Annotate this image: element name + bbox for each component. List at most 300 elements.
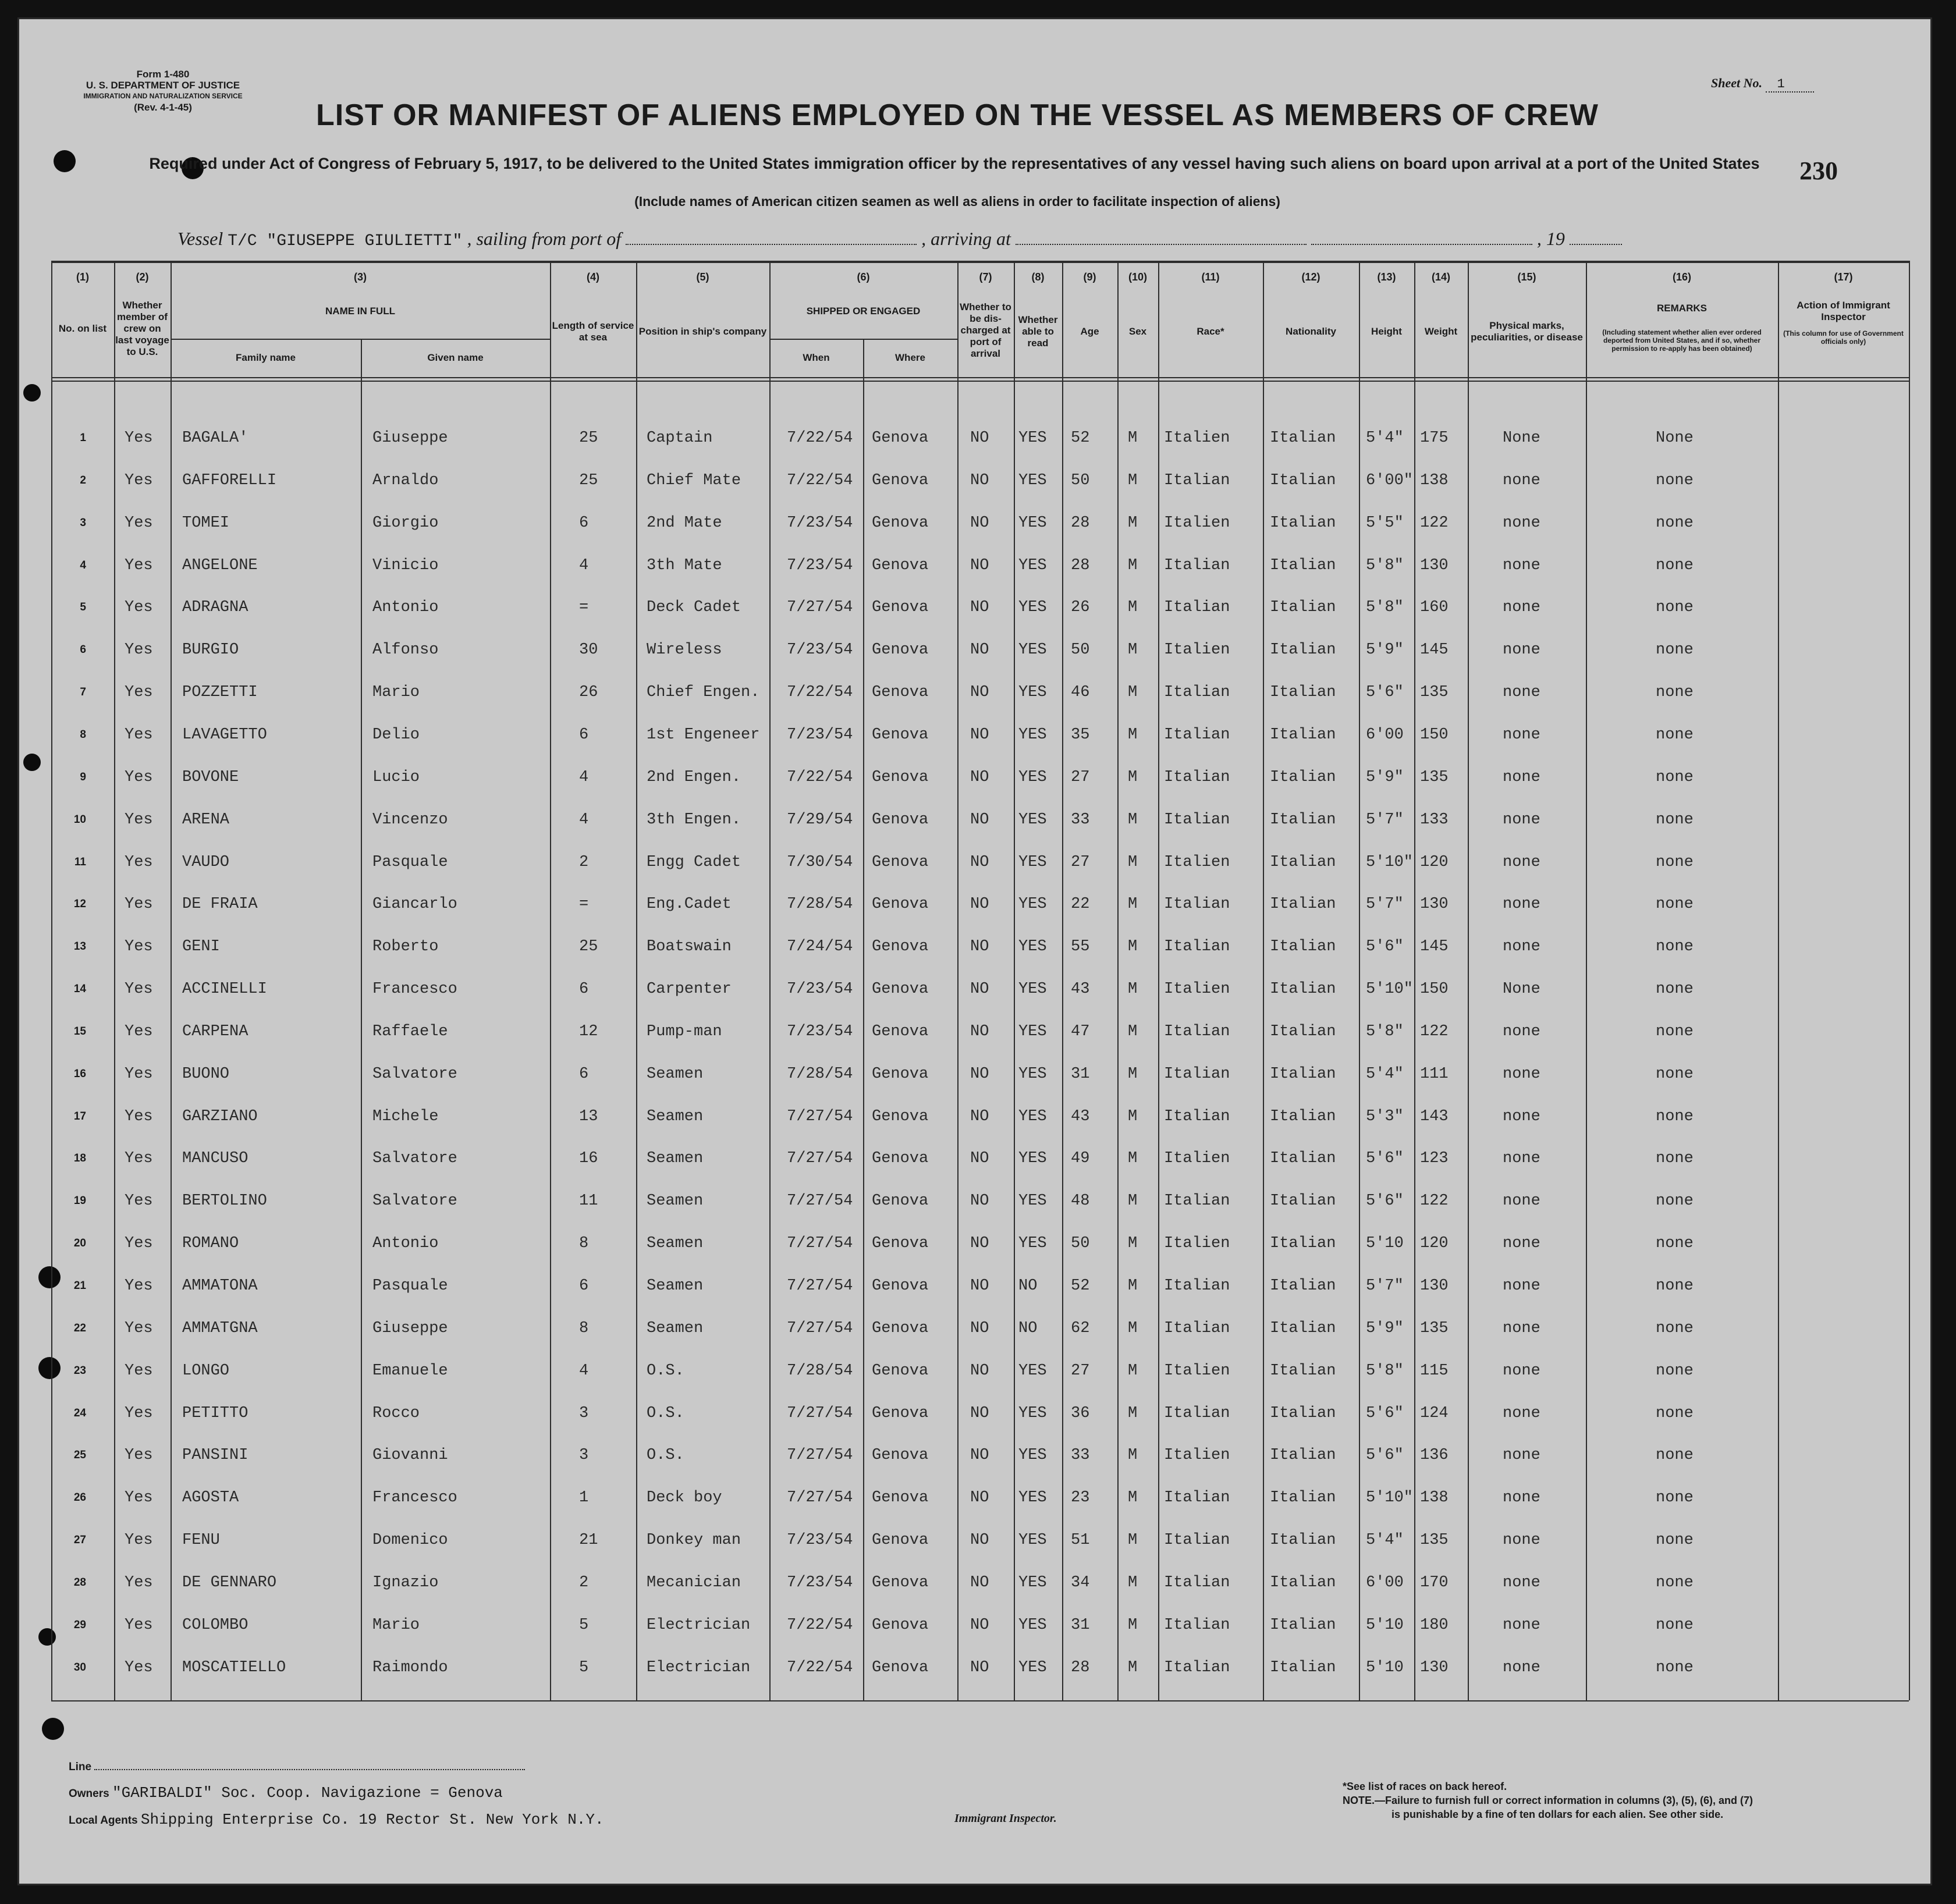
cell-remarks: none [1656, 1574, 1694, 1592]
cell-height: 6'00 [1366, 726, 1404, 744]
cell-when: 7/27/54 [787, 1489, 853, 1507]
cell-family: BAGALA' [182, 429, 249, 447]
row-number: 5 [80, 601, 86, 613]
cell-service: 8 [579, 1235, 589, 1252]
cell-member: Yes [125, 1235, 153, 1252]
cell-read: YES [1018, 1108, 1047, 1125]
page-title: LIST OR MANIFEST OF ALIENS EMPLOYED ON THE VESSEL AS MEMBERS OF CREW [316, 98, 1599, 132]
cell-weight: 135 [1420, 1532, 1449, 1549]
cell-service: 12 [579, 1023, 598, 1040]
cell-nationality: Italian [1270, 1108, 1336, 1125]
cell-given: Ignazio [372, 1574, 439, 1592]
cell-service: = [579, 896, 589, 913]
cell-height: 5'10 [1366, 1235, 1404, 1252]
cell-discharged: NO [970, 769, 989, 786]
column-number: (8) [1031, 271, 1045, 283]
cell-age: 52 [1071, 429, 1090, 447]
cell-read: YES [1018, 811, 1047, 829]
cell-given: Emanuele [372, 1362, 448, 1380]
cell-read: YES [1018, 684, 1047, 701]
cell-member: Yes [125, 1574, 153, 1592]
cell-remarks: none [1656, 1659, 1694, 1676]
column-number: (12) [1301, 271, 1320, 283]
cell-age: 31 [1071, 1617, 1090, 1634]
cell-sex: M [1128, 1150, 1138, 1167]
cell-remarks: none [1656, 1447, 1694, 1464]
cell-family: COLOMBO [182, 1617, 249, 1634]
column-rule [1414, 261, 1415, 1700]
column-rule [171, 261, 172, 1700]
column-number: (11) [1201, 271, 1220, 283]
cell-sex: M [1128, 981, 1138, 998]
cell-race: Italien [1164, 1447, 1230, 1464]
cell-discharged: NO [970, 684, 989, 701]
cell-when: 7/30/54 [787, 854, 853, 871]
table-top-rule [51, 261, 1909, 263]
cell-when: 7/28/54 [787, 1065, 853, 1083]
header-read-text: Whether able to read [1018, 314, 1058, 349]
cell-remarks: none [1656, 1150, 1694, 1167]
punch-hole-icon [23, 754, 41, 771]
cell-nationality: Italian [1270, 1192, 1336, 1210]
cell-discharged: NO [970, 1023, 989, 1040]
cell-height: 5'9" [1366, 641, 1404, 659]
cell-physical: none [1503, 1150, 1540, 1167]
cell-race: Italien [1164, 514, 1230, 532]
cell-service: 3 [579, 1447, 589, 1464]
cell-remarks: None [1656, 429, 1694, 447]
cell-when: 7/23/54 [787, 981, 853, 998]
cell-discharged: NO [970, 599, 989, 616]
cell-where: Genova [872, 938, 929, 955]
cell-given: Giuseppe [372, 1320, 448, 1337]
cell-physical: none [1503, 1065, 1540, 1083]
cell-remarks: none [1656, 1108, 1694, 1125]
statutory-text: Required under Act of Congress of February 5, 1917, to be delivered to the United States immigration officer by the representatives of any vessel having such aliens on board upon arrival at a port of the United States [149, 155, 1760, 172]
vessel-line [178, 228, 1622, 250]
cell-sex: M [1128, 1235, 1138, 1252]
cell-sex: M [1128, 1574, 1138, 1592]
cell-age: 28 [1071, 514, 1090, 532]
cell-weight: 122 [1420, 514, 1449, 532]
cell-service: 1 [579, 1489, 589, 1507]
column-rule [361, 339, 362, 1700]
row-number: 1 [80, 432, 86, 444]
cell-nationality: Italian [1270, 938, 1336, 955]
cell-family: BUONO [182, 1065, 230, 1083]
cell-given: Rocco [372, 1405, 420, 1422]
cell-race: Italian [1164, 557, 1230, 574]
cell-when: 7/23/54 [787, 641, 853, 659]
cell-family: DE GENNARO [182, 1574, 277, 1592]
cell-remarks: none [1656, 641, 1694, 659]
cell-weight: 136 [1420, 1447, 1449, 1464]
cell-race: Italian [1164, 1617, 1230, 1634]
cell-age: 31 [1071, 1065, 1090, 1083]
cell-given: Lucio [372, 769, 420, 786]
agents-value: Shipping Enterprise Co. 19 Rector St. New York N.Y. [140, 1811, 604, 1828]
cell-physical: none [1503, 1659, 1540, 1676]
cell-weight: 122 [1420, 1192, 1449, 1210]
cell-where: Genova [872, 599, 929, 616]
cell-age: 28 [1071, 1659, 1090, 1676]
sheet-number [1711, 76, 1814, 91]
header-shipped-text: SHIPPED OR ENGAGED [806, 306, 921, 317]
cell-member: Yes [125, 1065, 153, 1083]
cell-position: Seamen [647, 1065, 704, 1083]
cell-physical: none [1503, 1447, 1540, 1464]
cell-remarks: none [1656, 684, 1694, 701]
cell-service: 5 [579, 1659, 589, 1676]
cell-family: BOVONE [182, 769, 239, 786]
cell-when: 7/22/54 [787, 769, 853, 786]
cell-family: ACCINELLI [182, 981, 267, 998]
cell-family: GENI [182, 938, 220, 955]
cell-where: Genova [872, 557, 929, 574]
cell-remarks: none [1656, 1235, 1694, 1252]
cell-given: Alfonso [372, 641, 439, 659]
header-weight-text: Weight [1424, 326, 1458, 337]
header-given-name [362, 343, 549, 372]
header-name-in-full-text: NAME IN FULL [325, 306, 395, 317]
arriving-label: , arriving at [921, 228, 1011, 249]
cell-read: YES [1018, 981, 1047, 998]
cell-position: Seamen [647, 1277, 704, 1295]
row-number: 6 [80, 644, 86, 656]
cell-age: 52 [1071, 1277, 1090, 1295]
cell-member: Yes [125, 811, 153, 829]
cell-height: 5'4" [1366, 1532, 1404, 1549]
cell-given: Vinicio [372, 557, 439, 574]
cell-service: 21 [579, 1532, 598, 1549]
cell-physical: none [1503, 1108, 1540, 1125]
cell-read: YES [1018, 599, 1047, 616]
cell-nationality: Italian [1270, 1489, 1336, 1507]
header-read [1015, 297, 1061, 367]
cell-family: PANSINI [182, 1447, 249, 1464]
cell-member: Yes [125, 1532, 153, 1549]
cell-weight: 135 [1420, 769, 1449, 786]
cell-weight: 130 [1420, 1277, 1449, 1295]
date-blank [1311, 231, 1532, 245]
cell-remarks: none [1656, 981, 1694, 998]
cell-sex: M [1128, 1362, 1138, 1380]
cell-weight: 115 [1420, 1362, 1449, 1380]
cell-where: Genova [872, 1023, 929, 1040]
row-number: 11 [74, 856, 86, 868]
cell-when: 7/27/54 [787, 1192, 853, 1210]
cell-nationality: Italian [1270, 1065, 1336, 1083]
cell-discharged: NO [970, 1277, 989, 1295]
header-member-text: Whether member of crew on last voyage to U.S. [115, 300, 169, 357]
cell-physical: none [1503, 1532, 1540, 1549]
cell-weight: 120 [1420, 1235, 1449, 1252]
cell-sex: M [1128, 1320, 1138, 1337]
cell-family: MOSCATIELLO [182, 1659, 286, 1676]
races-note: *See list of races on back hereof. [1343, 1781, 1507, 1792]
cell-given: Raffaele [372, 1023, 448, 1040]
cell-physical: none [1503, 1405, 1540, 1422]
cell-family: AGOSTA [182, 1489, 239, 1507]
column-number: (16) [1672, 271, 1691, 283]
cell-family: DE FRAIA [182, 896, 258, 913]
cell-age: 48 [1071, 1192, 1090, 1210]
header-rule [51, 381, 1909, 382]
cell-sex: M [1128, 1617, 1138, 1634]
cell-height: 5'7" [1366, 811, 1404, 829]
row-number: 22 [73, 1322, 86, 1334]
column-rule [1359, 261, 1360, 1700]
cell-age: 43 [1071, 1108, 1090, 1125]
cell-service: 13 [579, 1108, 598, 1125]
cell-weight: 123 [1420, 1150, 1449, 1167]
cell-position: Chief Mate [647, 472, 741, 489]
cell-discharged: NO [970, 811, 989, 829]
cell-nationality: Italian [1270, 599, 1336, 616]
cell-service: 26 [579, 684, 598, 701]
cell-position: 2nd Mate [647, 514, 722, 532]
cell-member: Yes [125, 1277, 153, 1295]
cell-where: Genova [872, 1150, 929, 1167]
cell-discharged: NO [970, 726, 989, 744]
subheader-rule [769, 339, 957, 340]
cell-position: Pump-man [647, 1023, 722, 1040]
header-weight [1415, 297, 1467, 367]
cell-sex: M [1128, 1447, 1138, 1464]
cell-height: 5'7" [1366, 896, 1404, 913]
cell-sex: M [1128, 769, 1138, 786]
cell-physical: none [1503, 472, 1540, 489]
cell-service: 6 [579, 981, 589, 998]
cell-discharged: NO [970, 641, 989, 659]
cell-where: Genova [872, 1405, 929, 1422]
penalty-note: NOTE.—Failure to furnish full or correct information in columns (3), (5), (6), and (7) [1343, 1795, 1753, 1806]
cell-where: Genova [872, 429, 929, 447]
cell-nationality: Italian [1270, 1659, 1336, 1676]
cell-read: YES [1018, 1023, 1047, 1040]
cell-when: 7/23/54 [787, 726, 853, 744]
cell-height: 5'5" [1366, 514, 1404, 532]
cell-age: 50 [1071, 472, 1090, 489]
cell-position: Carpenter [647, 981, 732, 998]
cell-member: Yes [125, 854, 153, 871]
cell-member: Yes [125, 1405, 153, 1422]
cell-service: 25 [579, 938, 598, 955]
column-rule [51, 261, 52, 1700]
cell-service: 6 [579, 1277, 589, 1295]
column-number: (5) [696, 271, 709, 283]
cell-read: YES [1018, 557, 1047, 574]
cell-nationality: Italian [1270, 1574, 1336, 1592]
cell-read: NO [1018, 1320, 1038, 1337]
cell-sex: M [1128, 599, 1138, 616]
cell-where: Genova [872, 811, 929, 829]
column-rule [863, 339, 864, 1700]
owners-label: Owners [69, 1788, 109, 1800]
cell-remarks: none [1656, 938, 1694, 955]
header-action-sub-text: (This column for use of Government officials only) [1783, 329, 1904, 346]
cell-when: 7/29/54 [787, 811, 853, 829]
cell-family: POZZETTI [182, 684, 258, 701]
cell-race: Italian [1164, 1277, 1230, 1295]
cell-physical: None [1503, 429, 1540, 447]
cell-height: 5'10" [1366, 981, 1414, 998]
cell-age: 33 [1071, 1447, 1090, 1464]
cell-age: 51 [1071, 1532, 1090, 1549]
cell-member: Yes [125, 1362, 153, 1380]
cell-given: Mario [372, 684, 420, 701]
column-rule [1062, 261, 1063, 1700]
cell-height: 5'3" [1366, 1108, 1404, 1125]
cell-position: 3th Engen. [647, 811, 741, 829]
punch-hole-icon [42, 1718, 64, 1740]
cell-service: 16 [579, 1150, 598, 1167]
cell-race: Italian [1164, 1023, 1230, 1040]
header-sex-text: Sex [1128, 326, 1147, 337]
cell-discharged: NO [970, 1489, 989, 1507]
cell-weight: 143 [1420, 1108, 1449, 1125]
cell-member: Yes [125, 429, 153, 447]
cell-remarks: none [1656, 1277, 1694, 1295]
cell-discharged: NO [970, 1320, 989, 1337]
cell-when: 7/28/54 [787, 1362, 853, 1380]
cell-position: Engg Cadet [647, 854, 741, 871]
cell-read: YES [1018, 1574, 1047, 1592]
cell-member: Yes [125, 599, 153, 616]
cell-discharged: NO [970, 472, 989, 489]
header-where-text: Where [895, 352, 925, 363]
cell-family: TOMEI [182, 514, 230, 532]
cell-read: YES [1018, 938, 1047, 955]
cell-family: CARPENA [182, 1023, 249, 1040]
row-number: 8 [80, 729, 86, 741]
cell-age: 27 [1071, 854, 1090, 871]
cell-service: 6 [579, 514, 589, 532]
cell-where: Genova [872, 684, 929, 701]
cell-weight: 130 [1420, 896, 1449, 913]
cell-race: Italian [1164, 1532, 1230, 1549]
cell-physical: none [1503, 896, 1540, 913]
cell-height: 5'8" [1366, 557, 1404, 574]
cell-race: Italien [1164, 641, 1230, 659]
cell-nationality: Italian [1270, 1532, 1336, 1549]
header-nationality [1264, 297, 1358, 367]
cell-physical: none [1503, 557, 1540, 574]
cell-member: Yes [125, 514, 153, 532]
cell-remarks: none [1656, 599, 1694, 616]
cell-race: Italian [1164, 1405, 1230, 1422]
cell-read: YES [1018, 1192, 1047, 1210]
cell-sex: M [1128, 1065, 1138, 1083]
cell-given: Antonio [372, 1235, 439, 1252]
cell-family: VAUDO [182, 854, 230, 871]
cell-weight: 122 [1420, 1023, 1449, 1040]
cell-family: PETITTO [182, 1405, 249, 1422]
cell-member: Yes [125, 1617, 153, 1634]
cell-given: Delio [372, 726, 420, 744]
cell-remarks: none [1656, 472, 1694, 489]
footer-owners [69, 1784, 503, 1802]
cell-service: 3 [579, 1405, 589, 1422]
cell-when: 7/27/54 [787, 1405, 853, 1422]
cell-family: LAVAGETTO [182, 726, 267, 744]
cell-when: 7/23/54 [787, 1023, 853, 1040]
cell-race: Italian [1164, 811, 1230, 829]
cell-nationality: Italian [1270, 896, 1336, 913]
header-discharged [959, 291, 1013, 370]
cell-discharged: NO [970, 1447, 989, 1464]
cell-race: Italian [1164, 1574, 1230, 1592]
cell-position: Seamen [647, 1192, 704, 1210]
column-rule [769, 261, 771, 1700]
cell-discharged: NO [970, 557, 989, 574]
cell-weight: 135 [1420, 684, 1449, 701]
header-family-name [172, 343, 360, 372]
cell-weight: 175 [1420, 429, 1449, 447]
cell-discharged: NO [970, 1405, 989, 1422]
cell-read: YES [1018, 896, 1047, 913]
cell-read: YES [1018, 1150, 1047, 1167]
cell-given: Arnaldo [372, 472, 439, 489]
cell-read: NO [1018, 1277, 1038, 1295]
cell-position: 2nd Engen. [647, 769, 741, 786]
cell-where: Genova [872, 1320, 929, 1337]
cell-race: Italien [1164, 1150, 1230, 1167]
cell-family: ROMANO [182, 1235, 239, 1252]
cell-where: Genova [872, 1065, 929, 1083]
cell-read: YES [1018, 641, 1047, 659]
cell-nationality: Italian [1270, 726, 1336, 744]
cell-remarks: none [1656, 1532, 1694, 1549]
header-height-text: Height [1371, 326, 1402, 337]
cell-height: 5'7" [1366, 1277, 1404, 1295]
cell-physical: none [1503, 1320, 1540, 1337]
cell-height: 5'10 [1366, 1617, 1404, 1634]
header-age-text: Age [1080, 326, 1099, 337]
header-action [1779, 300, 1908, 323]
header-rule [51, 377, 1909, 378]
cell-family: FENU [182, 1532, 220, 1549]
header-no-on-list-text: No. on list [58, 323, 107, 334]
cell-sex: M [1128, 854, 1138, 871]
cell-member: Yes [125, 1192, 153, 1210]
cell-family: ADRAGNA [182, 599, 249, 616]
footer-agents [69, 1811, 604, 1828]
cell-given: Pasquale [372, 854, 448, 871]
cell-sex: M [1128, 1277, 1138, 1295]
cell-weight: 124 [1420, 1405, 1449, 1422]
cell-race: Italian [1164, 938, 1230, 955]
cell-nationality: Italian [1270, 684, 1336, 701]
cell-height: 5'4" [1366, 1065, 1404, 1083]
cell-when: 7/22/54 [787, 1659, 853, 1676]
cell-discharged: NO [970, 1108, 989, 1125]
cell-position: Donkey man [647, 1532, 741, 1549]
cell-position: O.S. [647, 1362, 684, 1380]
sailing-port-blank [626, 231, 917, 245]
cell-physical: none [1503, 1277, 1540, 1295]
column-number: (15) [1517, 271, 1536, 283]
cell-weight: 130 [1420, 557, 1449, 574]
header-shipped [771, 294, 956, 329]
cell-when: 7/27/54 [787, 1150, 853, 1167]
row-number: 25 [73, 1449, 86, 1461]
cell-where: Genova [872, 1574, 929, 1592]
cell-where: Genova [872, 472, 929, 489]
cell-where: Genova [872, 1235, 929, 1252]
cell-where: Genova [872, 769, 929, 786]
cell-race: Italian [1164, 472, 1230, 489]
